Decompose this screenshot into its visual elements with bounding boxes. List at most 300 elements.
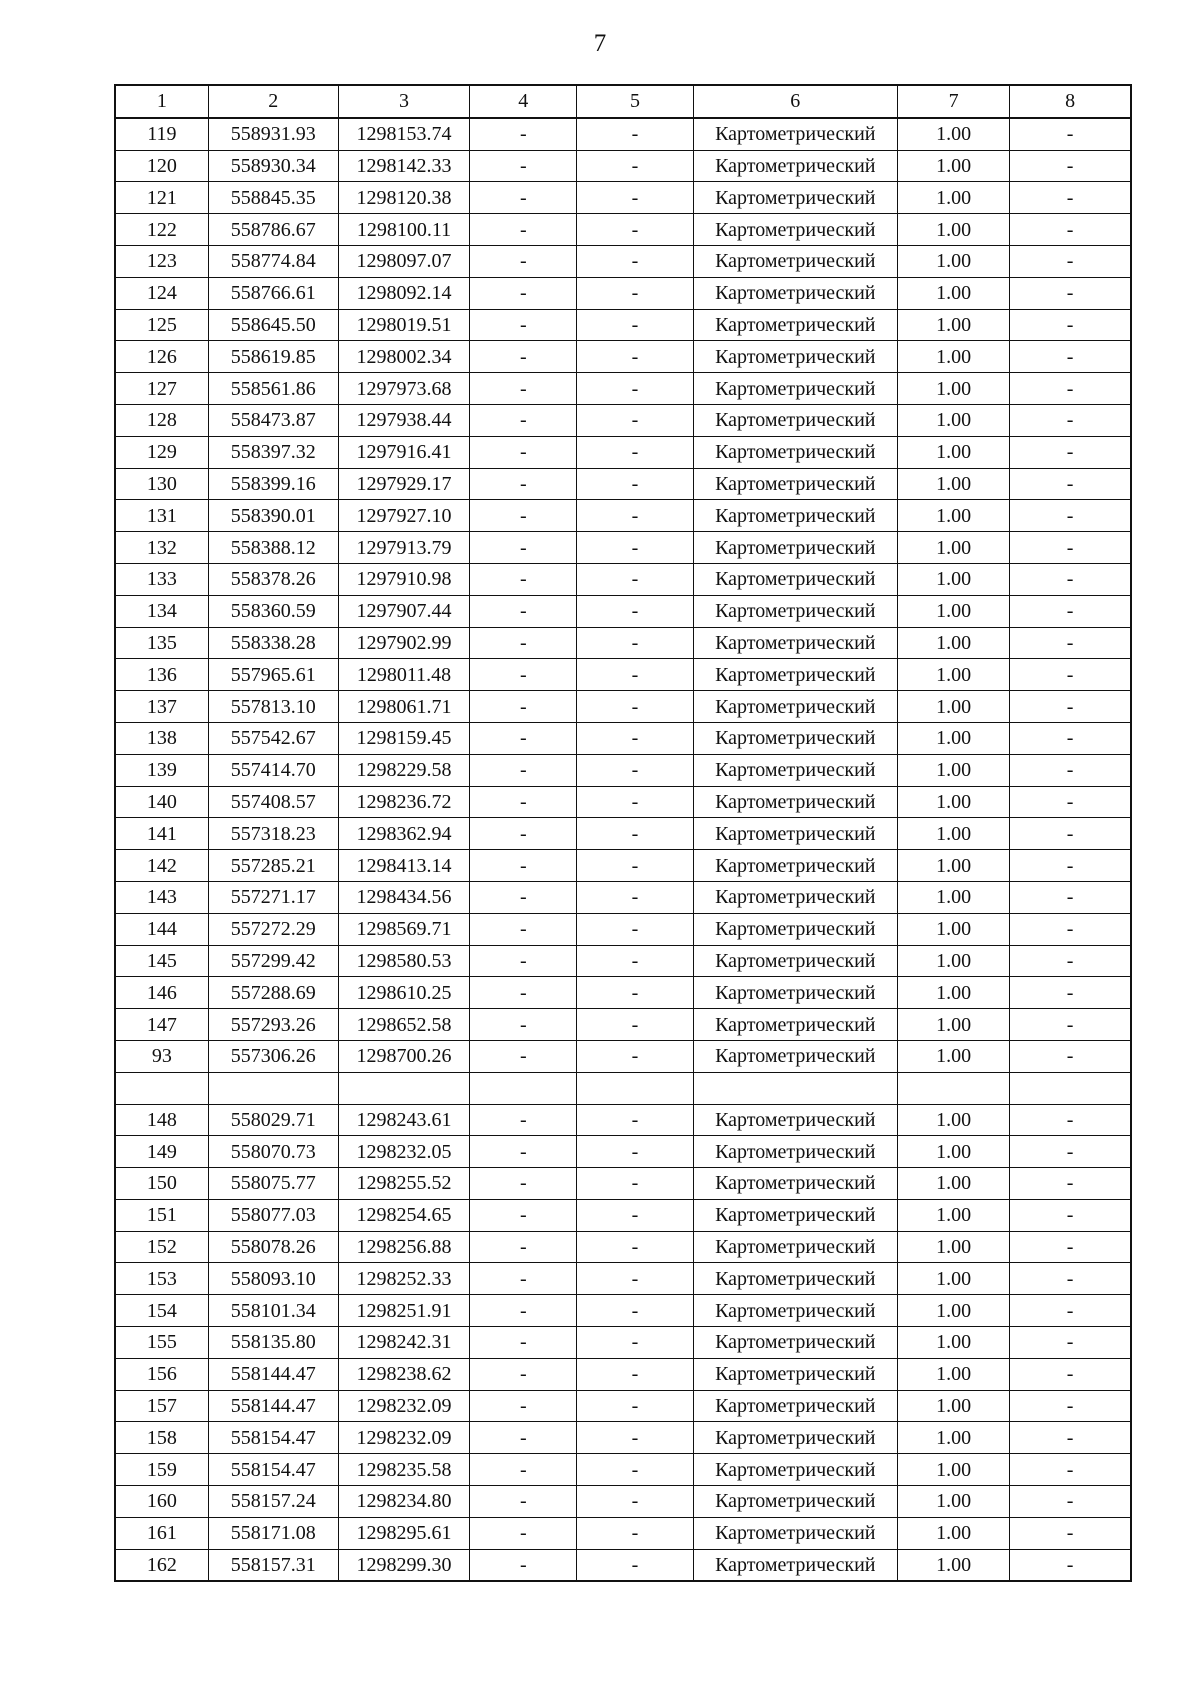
method: Картометрический xyxy=(693,404,897,436)
point-number: 154 xyxy=(115,1295,208,1327)
separator-row xyxy=(115,1072,1131,1104)
cell-col-5: - xyxy=(577,468,693,500)
y-coordinate: 1297929.17 xyxy=(338,468,469,500)
method: Картометрический xyxy=(693,1486,897,1518)
cell-col-5: - xyxy=(577,659,693,691)
x-coordinate: 558171.08 xyxy=(208,1517,338,1549)
x-coordinate: 558766.61 xyxy=(208,277,338,309)
table-row xyxy=(115,1486,1131,1518)
method: Картометрический xyxy=(693,1009,897,1041)
y-coordinate: 1298236.72 xyxy=(338,786,469,818)
cell-col-5: - xyxy=(577,945,693,977)
accuracy: 1.00 xyxy=(897,1454,1009,1486)
cell-col-8: - xyxy=(1010,118,1131,150)
cell-col-4: - xyxy=(470,1199,577,1231)
method: Картометрический xyxy=(693,1104,897,1136)
cell-col-4: - xyxy=(470,150,577,182)
point-number: 148 xyxy=(115,1104,208,1136)
x-coordinate: 557542.67 xyxy=(208,722,338,754)
cell-col-8: - xyxy=(1010,627,1131,659)
cell-col-4: - xyxy=(470,309,577,341)
y-coordinate: 1298153.74 xyxy=(338,118,469,150)
y-coordinate: 1298299.30 xyxy=(338,1549,469,1581)
method: Картометрический xyxy=(693,1231,897,1263)
x-coordinate: 558786.67 xyxy=(208,214,338,246)
point-number: 120 xyxy=(115,150,208,182)
cell-col-8: - xyxy=(1010,1517,1131,1549)
y-coordinate xyxy=(338,1072,469,1104)
point-number: 121 xyxy=(115,182,208,214)
cell-col-5: - xyxy=(577,1295,693,1327)
cell-col-4: - xyxy=(470,722,577,754)
point-number: 150 xyxy=(115,1168,208,1200)
accuracy: 1.00 xyxy=(897,436,1009,468)
x-coordinate: 558473.87 xyxy=(208,404,338,436)
cell-col-4: - xyxy=(470,1295,577,1327)
accuracy: 1.00 xyxy=(897,977,1009,1009)
cell-col-4: - xyxy=(470,913,577,945)
table-row xyxy=(115,913,1131,945)
accuracy: 1.00 xyxy=(897,595,1009,627)
table-row xyxy=(115,1454,1131,1486)
table-row xyxy=(115,1136,1131,1168)
y-coordinate: 1297973.68 xyxy=(338,373,469,405)
column-header-3: 3 xyxy=(338,85,469,118)
table-row xyxy=(115,1295,1131,1327)
cell-col-8: - xyxy=(1010,786,1131,818)
point-number: 133 xyxy=(115,563,208,595)
point-number xyxy=(115,1072,208,1104)
y-coordinate: 1297927.10 xyxy=(338,500,469,532)
x-coordinate: 557965.61 xyxy=(208,659,338,691)
x-coordinate: 558093.10 xyxy=(208,1263,338,1295)
table-row xyxy=(115,786,1131,818)
point-number: 123 xyxy=(115,245,208,277)
accuracy: 1.00 xyxy=(897,818,1009,850)
table-row xyxy=(115,1327,1131,1359)
table-row xyxy=(115,1263,1131,1295)
cell-col-5: - xyxy=(577,1136,693,1168)
method: Картометрический xyxy=(693,722,897,754)
table-row xyxy=(115,881,1131,913)
x-coordinate: 557285.21 xyxy=(208,850,338,882)
point-number: 147 xyxy=(115,1009,208,1041)
cell-col-5: - xyxy=(577,373,693,405)
cell-col-4: - xyxy=(470,341,577,373)
method: Картометрический xyxy=(693,1549,897,1581)
cell-col-4: - xyxy=(470,468,577,500)
y-coordinate: 1298362.94 xyxy=(338,818,469,850)
cell-col-5: - xyxy=(577,1168,693,1200)
x-coordinate: 558075.77 xyxy=(208,1168,338,1200)
accuracy: 1.00 xyxy=(897,1549,1009,1581)
y-coordinate: 1298061.71 xyxy=(338,691,469,723)
cell-col-4: - xyxy=(470,659,577,691)
cell-col-4: - xyxy=(470,404,577,436)
cell-col-8: - xyxy=(1010,1390,1131,1422)
method: Картометрический xyxy=(693,1263,897,1295)
cell-col-4: - xyxy=(470,1009,577,1041)
cell-col-5: - xyxy=(577,1358,693,1390)
y-coordinate: 1298229.58 xyxy=(338,754,469,786)
point-number: 161 xyxy=(115,1517,208,1549)
accuracy: 1.00 xyxy=(897,1009,1009,1041)
column-header-8: 8 xyxy=(1010,85,1131,118)
cell-col-8: - xyxy=(1010,818,1131,850)
x-coordinate: 558378.26 xyxy=(208,563,338,595)
y-coordinate: 1298255.52 xyxy=(338,1168,469,1200)
column-header-7: 7 xyxy=(897,85,1009,118)
x-coordinate: 558619.85 xyxy=(208,341,338,373)
cell-col-4: - xyxy=(470,563,577,595)
y-coordinate: 1298254.65 xyxy=(338,1199,469,1231)
y-coordinate: 1298569.71 xyxy=(338,913,469,945)
x-coordinate: 557299.42 xyxy=(208,945,338,977)
x-coordinate: 558388.12 xyxy=(208,532,338,564)
table-row xyxy=(115,1199,1131,1231)
cell-col-5: - xyxy=(577,850,693,882)
cell-col-8: - xyxy=(1010,182,1131,214)
method: Картометрический xyxy=(693,341,897,373)
method: Картометрический xyxy=(693,786,897,818)
cell-col-5: - xyxy=(577,309,693,341)
cell-col-4: - xyxy=(470,214,577,246)
x-coordinate: 558930.34 xyxy=(208,150,338,182)
accuracy: 1.00 xyxy=(897,150,1009,182)
cell-col-5: - xyxy=(577,1231,693,1263)
cell-col-8: - xyxy=(1010,977,1131,1009)
point-number: 137 xyxy=(115,691,208,723)
x-coordinate: 558101.34 xyxy=(208,1295,338,1327)
table-row xyxy=(115,500,1131,532)
table-row xyxy=(115,1009,1131,1041)
method: Картометрический xyxy=(693,277,897,309)
table-row xyxy=(115,563,1131,595)
cell-col-4: - xyxy=(470,977,577,1009)
accuracy: 1.00 xyxy=(897,913,1009,945)
accuracy: 1.00 xyxy=(897,245,1009,277)
x-coordinate: 557288.69 xyxy=(208,977,338,1009)
cell-col-5: - xyxy=(577,722,693,754)
table-row xyxy=(115,1168,1131,1200)
point-number: 138 xyxy=(115,722,208,754)
x-coordinate: 558645.50 xyxy=(208,309,338,341)
table-row xyxy=(115,436,1131,468)
cell-col-8: - xyxy=(1010,913,1131,945)
accuracy: 1.00 xyxy=(897,1390,1009,1422)
x-coordinate: 558931.93 xyxy=(208,118,338,150)
table-row xyxy=(115,1517,1131,1549)
x-coordinate: 558157.24 xyxy=(208,1486,338,1518)
accuracy: 1.00 xyxy=(897,1040,1009,1072)
column-header-5: 5 xyxy=(577,85,693,118)
cell-col-8: - xyxy=(1010,945,1131,977)
cell-col-4: - xyxy=(470,1263,577,1295)
point-number: 144 xyxy=(115,913,208,945)
accuracy: 1.00 xyxy=(897,341,1009,373)
cell-col-8: - xyxy=(1010,373,1131,405)
y-coordinate: 1298434.56 xyxy=(338,881,469,913)
y-coordinate: 1298252.33 xyxy=(338,1263,469,1295)
table-row xyxy=(115,945,1131,977)
table-row xyxy=(115,977,1131,1009)
cell-col-8: - xyxy=(1010,245,1131,277)
y-coordinate: 1298011.48 xyxy=(338,659,469,691)
point-number: 129 xyxy=(115,436,208,468)
method: Картометрический xyxy=(693,659,897,691)
table-row xyxy=(115,214,1131,246)
method: Картометрический xyxy=(693,977,897,1009)
point-number: 145 xyxy=(115,945,208,977)
table-row xyxy=(115,118,1131,150)
table-row xyxy=(115,722,1131,754)
x-coordinate: 558399.16 xyxy=(208,468,338,500)
cell-col-5: - xyxy=(577,182,693,214)
cell-col-4: - xyxy=(470,945,577,977)
y-coordinate: 1298092.14 xyxy=(338,277,469,309)
method: Картометрический xyxy=(693,881,897,913)
table-body xyxy=(115,118,1131,1582)
point-number: 125 xyxy=(115,309,208,341)
x-coordinate: 558360.59 xyxy=(208,595,338,627)
x-coordinate: 557408.57 xyxy=(208,786,338,818)
x-coordinate: 558144.47 xyxy=(208,1390,338,1422)
cell-col-4: - xyxy=(470,1549,577,1581)
cell-col-8: - xyxy=(1010,468,1131,500)
point-number: 126 xyxy=(115,341,208,373)
point-number: 135 xyxy=(115,627,208,659)
accuracy: 1.00 xyxy=(897,1136,1009,1168)
method: Картометрический xyxy=(693,1040,897,1072)
point-number: 139 xyxy=(115,754,208,786)
cell-col-4: - xyxy=(470,1486,577,1518)
table-row xyxy=(115,850,1131,882)
accuracy: 1.00 xyxy=(897,691,1009,723)
cell-col-4: - xyxy=(470,1454,577,1486)
accuracy: 1.00 xyxy=(897,1199,1009,1231)
method: Картометрический xyxy=(693,150,897,182)
x-coordinate xyxy=(208,1072,338,1104)
method: Картометрический xyxy=(693,1168,897,1200)
x-coordinate: 558077.03 xyxy=(208,1199,338,1231)
y-coordinate: 1297907.44 xyxy=(338,595,469,627)
y-coordinate: 1298580.53 xyxy=(338,945,469,977)
point-number: 131 xyxy=(115,500,208,532)
cell-col-5: - xyxy=(577,627,693,659)
table-row xyxy=(115,818,1131,850)
x-coordinate: 558561.86 xyxy=(208,373,338,405)
accuracy: 1.00 xyxy=(897,722,1009,754)
accuracy: 1.00 xyxy=(897,1358,1009,1390)
cell-col-8: - xyxy=(1010,404,1131,436)
y-coordinate: 1297902.99 xyxy=(338,627,469,659)
cell-col-5: - xyxy=(577,1517,693,1549)
cell-col-8: - xyxy=(1010,500,1131,532)
table-row xyxy=(115,309,1131,341)
cell-col-8: - xyxy=(1010,1295,1131,1327)
table-row xyxy=(115,1040,1131,1072)
point-number: 140 xyxy=(115,786,208,818)
y-coordinate: 1298652.58 xyxy=(338,1009,469,1041)
cell-col-5: - xyxy=(577,754,693,786)
cell-col-8: - xyxy=(1010,1231,1131,1263)
cell-col-4: - xyxy=(470,532,577,564)
accuracy: 1.00 xyxy=(897,532,1009,564)
y-coordinate: 1298019.51 xyxy=(338,309,469,341)
x-coordinate: 558144.47 xyxy=(208,1358,338,1390)
accuracy: 1.00 xyxy=(897,1422,1009,1454)
accuracy: 1.00 xyxy=(897,277,1009,309)
point-number: 160 xyxy=(115,1486,208,1518)
method: Картометрический xyxy=(693,532,897,564)
accuracy: 1.00 xyxy=(897,659,1009,691)
cell-col-4: - xyxy=(470,1327,577,1359)
y-coordinate: 1298238.62 xyxy=(338,1358,469,1390)
table-row xyxy=(115,595,1131,627)
cell-col-5: - xyxy=(577,532,693,564)
point-number: 158 xyxy=(115,1422,208,1454)
table-row xyxy=(115,1358,1131,1390)
method: Картометрический xyxy=(693,214,897,246)
accuracy: 1.00 xyxy=(897,182,1009,214)
accuracy: 1.00 xyxy=(897,404,1009,436)
table-row xyxy=(115,627,1131,659)
table-row xyxy=(115,373,1131,405)
cell-col-8: - xyxy=(1010,691,1131,723)
cell-col-8: - xyxy=(1010,1327,1131,1359)
cell-col-5: - xyxy=(577,1040,693,1072)
y-coordinate: 1298100.11 xyxy=(338,214,469,246)
x-coordinate: 558845.35 xyxy=(208,182,338,214)
point-number: 127 xyxy=(115,373,208,405)
y-coordinate: 1298235.58 xyxy=(338,1454,469,1486)
cell-col-5: - xyxy=(577,150,693,182)
method: Картометрический xyxy=(693,1327,897,1359)
method: Картометрический xyxy=(693,945,897,977)
x-coordinate: 558029.71 xyxy=(208,1104,338,1136)
cell-col-8: - xyxy=(1010,1136,1131,1168)
accuracy: 1.00 xyxy=(897,850,1009,882)
cell-col-4: - xyxy=(470,1517,577,1549)
cell-col-8: - xyxy=(1010,754,1131,786)
cell-col-4: - xyxy=(470,1168,577,1200)
accuracy: 1.00 xyxy=(897,945,1009,977)
x-coordinate: 558154.47 xyxy=(208,1454,338,1486)
cell-col-4: - xyxy=(470,245,577,277)
method: Картометрический xyxy=(693,436,897,468)
x-coordinate: 558157.31 xyxy=(208,1549,338,1581)
method: Картометрический xyxy=(693,754,897,786)
method: Картометрический xyxy=(693,563,897,595)
y-coordinate: 1298413.14 xyxy=(338,850,469,882)
point-number: 142 xyxy=(115,850,208,882)
cell-col-8: - xyxy=(1010,1104,1131,1136)
cell-col-8: - xyxy=(1010,1454,1131,1486)
cell-col-5: - xyxy=(577,1009,693,1041)
x-coordinate: 557813.10 xyxy=(208,691,338,723)
point-number: 124 xyxy=(115,277,208,309)
table-row xyxy=(115,468,1131,500)
cell-col-4: - xyxy=(470,786,577,818)
accuracy: 1.00 xyxy=(897,214,1009,246)
point-number: 157 xyxy=(115,1390,208,1422)
header-row xyxy=(115,85,1131,118)
method: Картометрический xyxy=(693,1454,897,1486)
cell-col-8: - xyxy=(1010,532,1131,564)
method: Картометрический xyxy=(693,1199,897,1231)
cell-col-5: - xyxy=(577,1422,693,1454)
method: Картометрический xyxy=(693,118,897,150)
table-row xyxy=(115,404,1131,436)
cell-col-4: - xyxy=(470,595,577,627)
x-coordinate: 557271.17 xyxy=(208,881,338,913)
point-number: 149 xyxy=(115,1136,208,1168)
accuracy: 1.00 xyxy=(897,754,1009,786)
point-number: 155 xyxy=(115,1327,208,1359)
point-number: 130 xyxy=(115,468,208,500)
table-row xyxy=(115,1422,1131,1454)
cell-col-4: - xyxy=(470,118,577,150)
cell-col-8: - xyxy=(1010,1168,1131,1200)
table-row xyxy=(115,277,1131,309)
accuracy: 1.00 xyxy=(897,1231,1009,1263)
method: Картометрический xyxy=(693,1390,897,1422)
y-coordinate: 1297916.41 xyxy=(338,436,469,468)
x-coordinate: 558154.47 xyxy=(208,1422,338,1454)
cell-col-5: - xyxy=(577,341,693,373)
cell-col-8: - xyxy=(1010,1422,1131,1454)
cell-col-5: - xyxy=(577,404,693,436)
table-row xyxy=(115,245,1131,277)
cell-col-8: - xyxy=(1010,1358,1131,1390)
accuracy: 1.00 xyxy=(897,1517,1009,1549)
method: Картометрический xyxy=(693,627,897,659)
cell-col-4: - xyxy=(470,1422,577,1454)
coordinates-table xyxy=(114,84,1132,1582)
cell-col-5: - xyxy=(577,1199,693,1231)
table-row xyxy=(115,150,1131,182)
y-coordinate: 1298700.26 xyxy=(338,1040,469,1072)
cell-col-4: - xyxy=(470,1136,577,1168)
y-coordinate: 1297910.98 xyxy=(338,563,469,595)
accuracy: 1.00 xyxy=(897,627,1009,659)
cell-col-4: - xyxy=(470,881,577,913)
method: Картометрический xyxy=(693,373,897,405)
cell-col-5: - xyxy=(577,500,693,532)
x-coordinate: 557318.23 xyxy=(208,818,338,850)
point-number: 146 xyxy=(115,977,208,1009)
method: Картометрический xyxy=(693,1295,897,1327)
cell-col-4: - xyxy=(470,1231,577,1263)
method xyxy=(693,1072,897,1104)
cell-col-8: - xyxy=(1010,214,1131,246)
cell-col-5 xyxy=(577,1072,693,1104)
page-number: 7 xyxy=(593,30,607,57)
cell-col-5: - xyxy=(577,214,693,246)
accuracy: 1.00 xyxy=(897,1486,1009,1518)
cell-col-5: - xyxy=(577,118,693,150)
point-number: 128 xyxy=(115,404,208,436)
cell-col-4: - xyxy=(470,277,577,309)
x-coordinate: 557272.29 xyxy=(208,913,338,945)
table-row xyxy=(115,1549,1131,1581)
cell-col-8: - xyxy=(1010,1040,1131,1072)
x-coordinate: 558070.73 xyxy=(208,1136,338,1168)
cell-col-5: - xyxy=(577,881,693,913)
cell-col-5: - xyxy=(577,786,693,818)
table-row xyxy=(115,659,1131,691)
cell-col-8: - xyxy=(1010,850,1131,882)
